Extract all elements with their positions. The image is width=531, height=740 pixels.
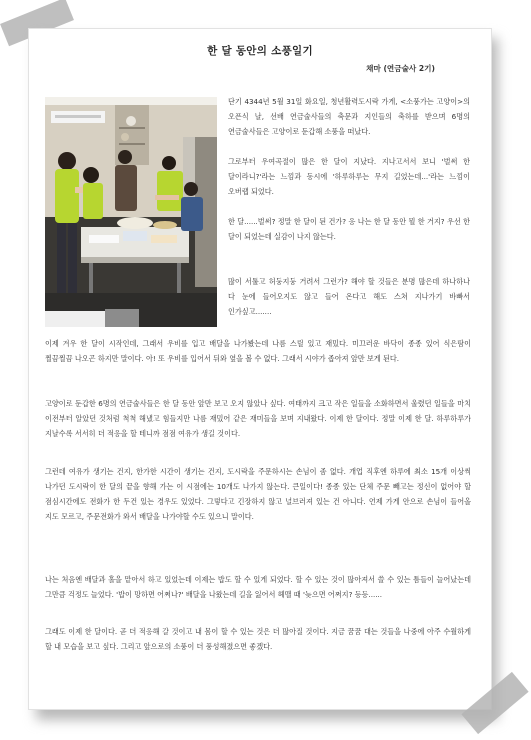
side-paragraph: 많이 서툴고 허둥지둥 거려서 그런가? 해야 할 것들은 분명 많은데 하나하나 다 눈에 들어오지도 않고 들어 온다고 해도 스쳐 지나가기 바빠서 인가싶고....... — [228, 277, 470, 316]
body-paragraph: 나는 처음엔 배달과 홀을 맡아서 하고 있었는데 이제는 밥도 할 수 있게 되었다. 할 수 있는 것이 많아져서 쓸 수 있는 틈들이 늘어났는데 그만큼 걱정도 늘었다. '밥이 망하면 어쩌나?' 배달을 나왔는데 길을 잃어서 헤맬 때 '늦으면 어쩌지? 등등...... — [45, 575, 471, 599]
kitchen-photo — [45, 97, 217, 327]
kitchen-photo-image — [45, 97, 217, 327]
body-paragraph: 이제 겨우 한 달이 시작인데, 그래서 우비를 입고 배달을 나가봤는데 나름 스릴 있고 재밌다. 미끄러운 바닥이 종종 있어 식은땀이 찔끔찔끔 나오곤 하지만 말이다. 아! 또 우비를 입어서 뒤와 옆을 볼 수 없다. 그래서 시야가 좁아져 앞만 보게 된다. — [45, 339, 471, 363]
body-paragraph: 그래도 이제 한 달이다. 곧 더 적응해 갈 것이고 내 몸이 할 수 있는 것은 더 많아질 것이다. 지금 꿈꿈 대는 것들을 나중에 아주 수월하게 할 내 모습을 보고 싶다. 그리고 앞으로의 소풍이 더 풍성해졌으면 좋겠다. — [45, 627, 471, 651]
document-author: 채마 (연금술사 2기) — [366, 64, 435, 73]
body-paragraph: 고양이로 둔갑한 6명의 연금술사들은 한 달 동안 앞만 보고 오지 않았나 싶다. 여태까지 크고 작은 일들을 소화하면서 울렸던 일들을 마치 이전부터 알았던 것처럼 척척 해냈고 힘들지만 나름 재밌어 같은 재미들을 보며 지내왔다. 이제 한 달이다. 정말 이제 한 달. 하루하루가 지날수록 서서히 더 적응을 할 테니까 점점 여유가 생길 것이다. — [45, 399, 471, 438]
document-page — [28, 28, 492, 710]
body-paragraph: 그런데 여유가 생기는 건지, 한가한 시간이 생기는 건지, 도시락을 주문하시는 손님이 좀 없다. 개업 직후엔 하루에 최소 15개 이상씩 나가던 도시락이 한 달의 끝을 향해 가는 이 시점에는 10개도 나가지 않는다. 큰일이다! 종종 있는 단체 주문 빼고는 정신이 없어야 할 점심시간에도 전화가 한 두건 있는 경우도 있었다. 그렇다고 긴장하지 않고 널브러져 있는 건 아니다. 언제 가게 안으로 손님이 들어올 지도 모르고, 주문전화가 와서 배달을 나가야할 수도 있으니 말이다. — [45, 467, 471, 521]
side-paragraph: 단기 4344년 5월 31일 화요일, 청년활력도시락 가게, <소풍가는 고양이>의 오픈식 날, 선배 연금술사들의 축문과 지인들의 축하를 받으며 6명의 연금술사들은 고양이로 둔갑해 소풍을 떠났다. — [228, 97, 470, 136]
side-paragraph: 그로부터 우여곡절이 많은 한 달이 지났다. 지나고서서 보니 '벌써 한 달이라니?'라는 느낌과 동시에 '하루하루는 무지 길었는데...'라는 느낌이 오버랩 되었다. — [228, 157, 470, 196]
side-paragraph: 한 달......벌써? 정말 한 달이 된 건가? 응 나는 한 달 동안 뭘 한 거지? 우선 한 달이 되었는데 실감이 나지 않는다. — [228, 217, 470, 241]
document-title: 한 달 동안의 소풍일기 — [207, 45, 313, 57]
